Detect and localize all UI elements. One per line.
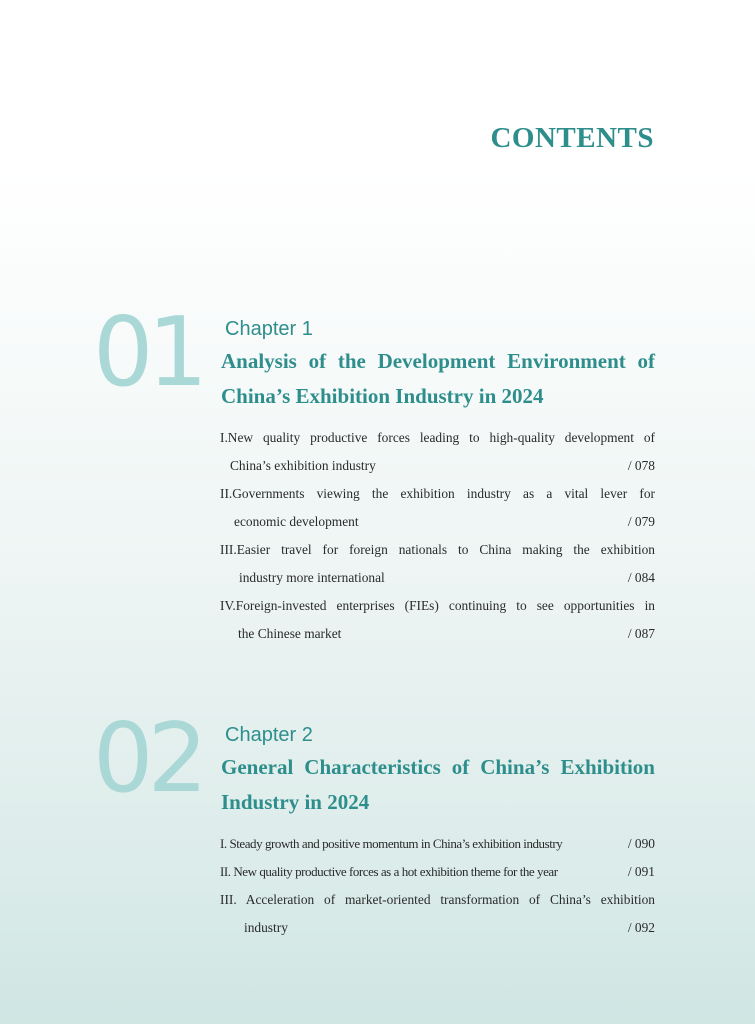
toc-entry[interactable] xyxy=(220,592,655,648)
contents-heading: CONTENTS xyxy=(490,122,654,154)
toc-entry[interactable] xyxy=(220,886,655,942)
toc-entry-text: III. Acceleration of market-oriented transformation of China’s exhibition xyxy=(220,892,655,907)
toc-page-number: / 092 xyxy=(627,920,655,935)
toc-entry-text: IV.Foreign-invested enterprises (FIEs) continuing to see opportunities in xyxy=(220,598,655,613)
toc-entry-text-continued: industry more international xyxy=(239,570,385,585)
chapter-number: 01 xyxy=(93,298,202,408)
chapter-1-toc-list xyxy=(220,424,655,648)
chapter-title: Analysis of the Development Environment of China’s Exhibition Industry in 2024 xyxy=(221,349,655,408)
toc-entry-text-continued: industry xyxy=(244,920,288,935)
chapter-title: General Characteristics of China’s Exhibition Industry in 2024 xyxy=(221,755,655,814)
chapter-number: 02 xyxy=(93,704,202,814)
toc-entry-text-continued: the Chinese market xyxy=(238,626,342,641)
chapter-2-toc-list xyxy=(220,830,655,942)
toc-entry[interactable] xyxy=(220,536,655,592)
toc-page-number: / 087 xyxy=(627,626,655,641)
toc-entry-text-continued: China’s exhibition industry xyxy=(230,458,376,473)
toc-entry-text: II. New quality productive forces as a hot exhibition theme for the year xyxy=(220,864,558,879)
chapter-label: Chapter 2 xyxy=(225,724,313,746)
chapter-label: Chapter 1 xyxy=(225,318,313,340)
toc-entry-text: III.Easier travel for foreign nationals to China making the exhibition xyxy=(220,542,655,557)
toc-entry-text: I. Steady growth and positive momentum in China’s exhibition industry xyxy=(220,836,563,851)
toc-entry-text: II.Governments viewing the exhibition industry as a vital lever for xyxy=(220,486,655,501)
toc-entry-text-continued: economic development xyxy=(234,514,359,529)
toc-entry[interactable] xyxy=(220,830,655,858)
toc-page-number: / 079 xyxy=(627,514,655,529)
toc-page-number: / 084 xyxy=(627,570,655,585)
toc-entry[interactable] xyxy=(220,858,655,886)
toc-entry-text: I.New quality productive forces leading to high-quality development of xyxy=(220,430,655,445)
toc-entry[interactable] xyxy=(220,424,655,480)
toc-page-number: / 091 xyxy=(627,864,655,879)
toc-page-number: / 078 xyxy=(627,458,655,473)
toc-entry[interactable] xyxy=(220,480,655,536)
toc-page-number: / 090 xyxy=(627,836,655,851)
